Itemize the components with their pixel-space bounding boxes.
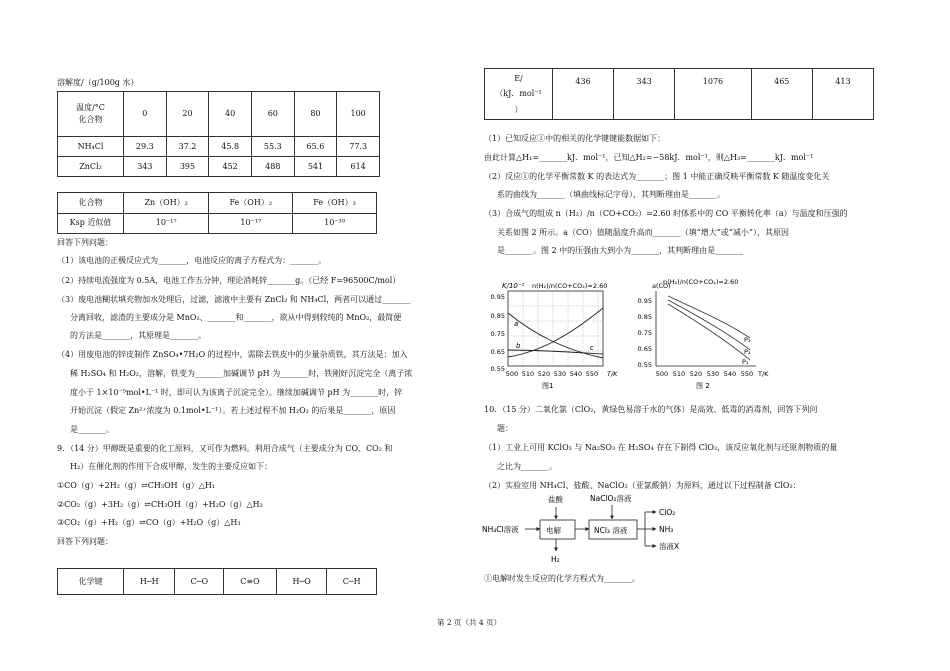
bond-table xyxy=(57,568,377,595)
fig1-ylabel: K/10⁻² xyxy=(502,282,525,290)
column-header: Fe（OH）₂ xyxy=(209,193,293,214)
electrolysis-label: 电解 xyxy=(546,526,561,535)
y-tick: 0.75 xyxy=(637,329,652,337)
bond-cell: C≡O xyxy=(224,569,277,595)
figure-2 xyxy=(628,278,778,395)
value-cell: 452 xyxy=(209,157,252,177)
y-tick: 0.95 xyxy=(490,293,505,301)
compound-cell: ZnCl₂ xyxy=(58,157,124,177)
value-cell: 37.2 xyxy=(166,137,209,157)
sub-2-line-2: 系的曲线为_______（填曲线标记字母），其判断理由是_______。 xyxy=(497,190,725,199)
solution-x-label: 溶液X xyxy=(659,542,680,551)
fig1-caption: 图1 xyxy=(542,382,554,390)
energy-table xyxy=(484,68,874,120)
answer-prompt: 回答下列问题： xyxy=(57,537,113,546)
table-header-cell: 温度/°C 化合物 xyxy=(58,92,124,137)
question-4-line-3: 度小于 1×10⁻⁵mol•L⁻¹ 时，即可认为该离子沉淀完全）。继续加碱调节 pH 为_______时，锌 xyxy=(70,388,403,397)
nh4cl-label: NH₄Cl溶液 xyxy=(482,525,519,534)
question-2: （2）持续电流强度为 0.5A，电池工作五分钟，理论消耗锌_______g。（已经 F=96500C/mol） xyxy=(57,276,401,285)
value-cell: 436 xyxy=(553,69,614,120)
question-3-line-1: （3）废电池糊状填充物加水处理后，过滤，滤液中主要有 ZnCl₂ 和 NH₄Cl，两者可以通过_______ xyxy=(57,295,411,304)
x-tick: 530 xyxy=(706,370,720,378)
y-tick: 0.75 xyxy=(490,330,505,338)
task-3: ①电解时发生反应的化学方程式为_______。 xyxy=(484,574,640,583)
value-cell: 10⁻³⁹ xyxy=(293,213,377,234)
fig2-caption: 图 2 xyxy=(696,382,710,390)
solubility-table xyxy=(57,91,380,177)
fig2-curve-label: P₂ xyxy=(744,348,751,356)
fig1-title: n(H₂)/n(CO+CO₂)=2.60 xyxy=(532,282,608,290)
question-4-line-4: 开始沉淀（假定 Zn²⁺浓度为 0.1mol•L⁻¹）。若上述过程不加 H₂O₂ 的后果是_______，原因 xyxy=(70,406,396,415)
answer-prompt: 回答下列问题： xyxy=(57,238,113,247)
value-cell: 1076 xyxy=(675,69,751,120)
naclo2-label: NaClO₂溶液 xyxy=(590,494,632,503)
value-cell: 343 xyxy=(614,69,675,120)
solubility-label: 溶解度/（g/100g 水） xyxy=(57,78,139,87)
fig1-curve-label: a xyxy=(514,320,519,328)
y-tick: 0.65 xyxy=(637,345,652,353)
x-tick: 540 xyxy=(569,370,583,378)
task-1-line-1: （1）工业上可用 KClO₃ 与 Na₂SO₃ 在 H₂SO₄ 存在下制得 ClO₂，该反应氧化剂与还原剂物质的量 xyxy=(484,443,838,452)
x-tick: 500 xyxy=(505,370,519,378)
fig1-curve-b xyxy=(508,308,603,357)
fig2-xlabel: T/K xyxy=(758,370,769,378)
y-tick: 0.95 xyxy=(637,297,652,305)
value-cell: 395 xyxy=(166,157,209,177)
problem-9-line-2: H₂）在催化剂的作用下合成甲醇，发生的主要反应如下： xyxy=(70,462,273,471)
compound-cell: NH₄Cl xyxy=(58,137,124,157)
fig2-curve-p3 xyxy=(668,296,750,338)
fig2-curve-p1 xyxy=(668,304,750,360)
temp-cell: 100 xyxy=(337,92,380,137)
value-cell: 465 xyxy=(751,69,812,120)
reaction-1: ①CO（g）+2H₂（g）⇌CH₃OH（g）△H₁ xyxy=(57,481,216,490)
question-4-line-5: 是_______。 xyxy=(70,425,114,434)
column-header: Zn（OH）₂ xyxy=(124,193,209,214)
x-tick: 520 xyxy=(689,370,703,378)
fig2-yticks xyxy=(638,297,652,369)
bond-cell: C─O xyxy=(175,569,224,595)
y-tick: 0.85 xyxy=(637,313,652,321)
ksp-table xyxy=(57,192,377,234)
ncl3-label: NCl₃ 溶液 xyxy=(594,526,628,535)
x-tick: 510 xyxy=(521,370,535,378)
fig1-curve-label: b xyxy=(516,342,521,350)
question-3-line-3: 的方法是_______，其原理是_______。 xyxy=(70,331,206,340)
question-3-line-2: 分离回收，滤渣的主要成分是 MnO₂、_______和_______，欲从中得到较纯的 MnO₂，最简便 xyxy=(70,313,402,322)
table-header-cell: 化合物 xyxy=(58,193,124,214)
fig1-curve-label: c xyxy=(590,344,594,352)
x-tick: 530 xyxy=(553,370,567,378)
value-cell: 10⁻¹⁷ xyxy=(124,213,209,234)
table-header-cell: 化学键 xyxy=(58,569,124,595)
fig1-xticks xyxy=(506,370,598,378)
sub-2-line-1: （2）反应①的化学平衡常数 K 的表达式为_______；图 1 中能正确反映平衡常数 K 随温度变化关 xyxy=(484,172,830,181)
fig1-curve-c xyxy=(508,350,603,354)
temp-cell: 60 xyxy=(251,92,294,137)
h2-label: H₂ xyxy=(551,555,560,564)
fig1-xlabel: T/K xyxy=(607,370,618,378)
value-cell: 77.3 xyxy=(337,137,380,157)
question-4-line-1: （4）用废电池的锌皮制作 ZnSO₄•7H₂O 的过程中，需除去铁皮中的少量杂质铁，其方法是：加入 xyxy=(57,350,408,359)
fig2-curve-label: P₃ xyxy=(744,336,751,344)
reaction-3: ③CO₂（g）+H₂（g）⇌CO（g）+H₂O（g）△H₃ xyxy=(57,518,241,527)
fig2-title: n(H₂)/n(CO+CO₂)=2.60 xyxy=(663,278,739,286)
sub-3-line-2: 关系如图 2 所示。a（CO）值随温度升高而_______（填“增大”或“减小”），其原因 xyxy=(497,228,789,237)
temp-cell: 40 xyxy=(209,92,252,137)
page-footer: 第 2 页（共 4 页） xyxy=(437,618,502,627)
value-cell: 343 xyxy=(124,157,167,177)
fig2-ylabel: a(CO) xyxy=(652,282,671,290)
question-1: （1）该电池的正极反应式为_______，电池反应的离子方程式为：_______。 xyxy=(57,256,327,265)
process-flow-diagram xyxy=(482,492,722,568)
temp-cell: 20 xyxy=(166,92,209,137)
problem-10-line-1: 10．（15 分）二氧化氯（ClO₂，黄绿色易溶于水的气体）是高效、低毒的消毒剂，回答下列问 xyxy=(484,405,818,414)
sub-3-line-3: 是_______。图 2 中的压强由大到小为_______，其判断理由是_______ xyxy=(497,246,744,255)
x-tick: 520 xyxy=(537,370,551,378)
task-2: （2）实验室用 NH₄Cl、盐酸、NaClO₂（亚氯酸钠）为原料，通过以下过程制备 ClO₂： xyxy=(484,481,801,490)
sub-1-line-1: （1）已知反应①中的相关的化学键键能数据如下： xyxy=(484,134,666,143)
value-cell: 55.3 xyxy=(251,137,294,157)
temp-cell: 80 xyxy=(294,92,337,137)
y-tick: 0.85 xyxy=(490,312,505,320)
x-tick: 540 xyxy=(723,370,737,378)
value-cell: 29.3 xyxy=(124,137,167,157)
reaction-2: ②CO₂（g）+3H₂（g）⇌CH₃OH（g）+H₂O（g）△H₂ xyxy=(57,500,263,509)
temp-cell: 0 xyxy=(124,92,167,137)
column-header: Fe（OH）₃ xyxy=(293,193,377,214)
value-cell: 541 xyxy=(294,157,337,177)
row-header: Ksp 近似值 xyxy=(58,213,124,234)
figure-1 xyxy=(480,280,625,395)
bond-cell: C─H xyxy=(327,569,377,595)
x-tick: 550 xyxy=(740,370,754,378)
fig2-curve-p2 xyxy=(668,300,750,350)
value-cell: 10⁻¹⁷ xyxy=(209,213,293,234)
value-cell: 488 xyxy=(251,157,294,177)
y-tick: 0.65 xyxy=(490,348,505,356)
clo2-label: ClO₂ xyxy=(659,508,676,517)
question-4-line-2: 稀 H₂SO₄ 和 H₂O₂，溶解，铁变为_______加碱调节 pH 为_______时，铁刚好沉淀完全（离子浓 xyxy=(70,369,413,378)
x-tick: 510 xyxy=(672,370,686,378)
sub-3-line-1: （3）合成气的组成 n（H₂）/n（CO+CO₂）=2.60 时体系中的 CO 平衡转化率（a）与温度和压强的 xyxy=(484,209,848,218)
bond-cell: H─O xyxy=(276,569,327,595)
bond-cell: H─H xyxy=(124,569,175,595)
nh3-label: NH₃ xyxy=(659,525,674,534)
problem-10-line-2: 题： xyxy=(497,424,513,433)
y-tick: 0.55 xyxy=(637,361,652,369)
y-tick: 0.55 xyxy=(490,365,505,373)
value-cell: 45.8 xyxy=(209,137,252,157)
x-tick: 500 xyxy=(655,370,669,378)
value-cell: 65.6 xyxy=(294,137,337,157)
fig1-yticks xyxy=(491,293,505,373)
value-cell: 614 xyxy=(337,157,380,177)
problem-9-line-1: 9．（14 分）甲醇既是重要的化工原料，又可作为燃料。利用合成气（主要成分为 CO、CO₂ 和 xyxy=(57,444,393,453)
x-tick: 550 xyxy=(585,370,599,378)
table-header-cell: E/ （kJ．mol⁻¹ ） xyxy=(485,69,553,120)
hcl-label: 盐酸 xyxy=(548,495,563,504)
fig2-curve-label: P₁ xyxy=(742,358,749,366)
value-cell: 413 xyxy=(812,69,873,120)
task-1-line-2: 之比为_______。 xyxy=(497,462,557,471)
fig2-xticks xyxy=(656,370,753,378)
sub-1-line-2: 由此计算△H₁=_______kJ．mol⁻¹，已知△H₂=−58kJ．mol⁻¹，则△H₃=_______kJ．mol⁻¹ xyxy=(484,153,814,162)
